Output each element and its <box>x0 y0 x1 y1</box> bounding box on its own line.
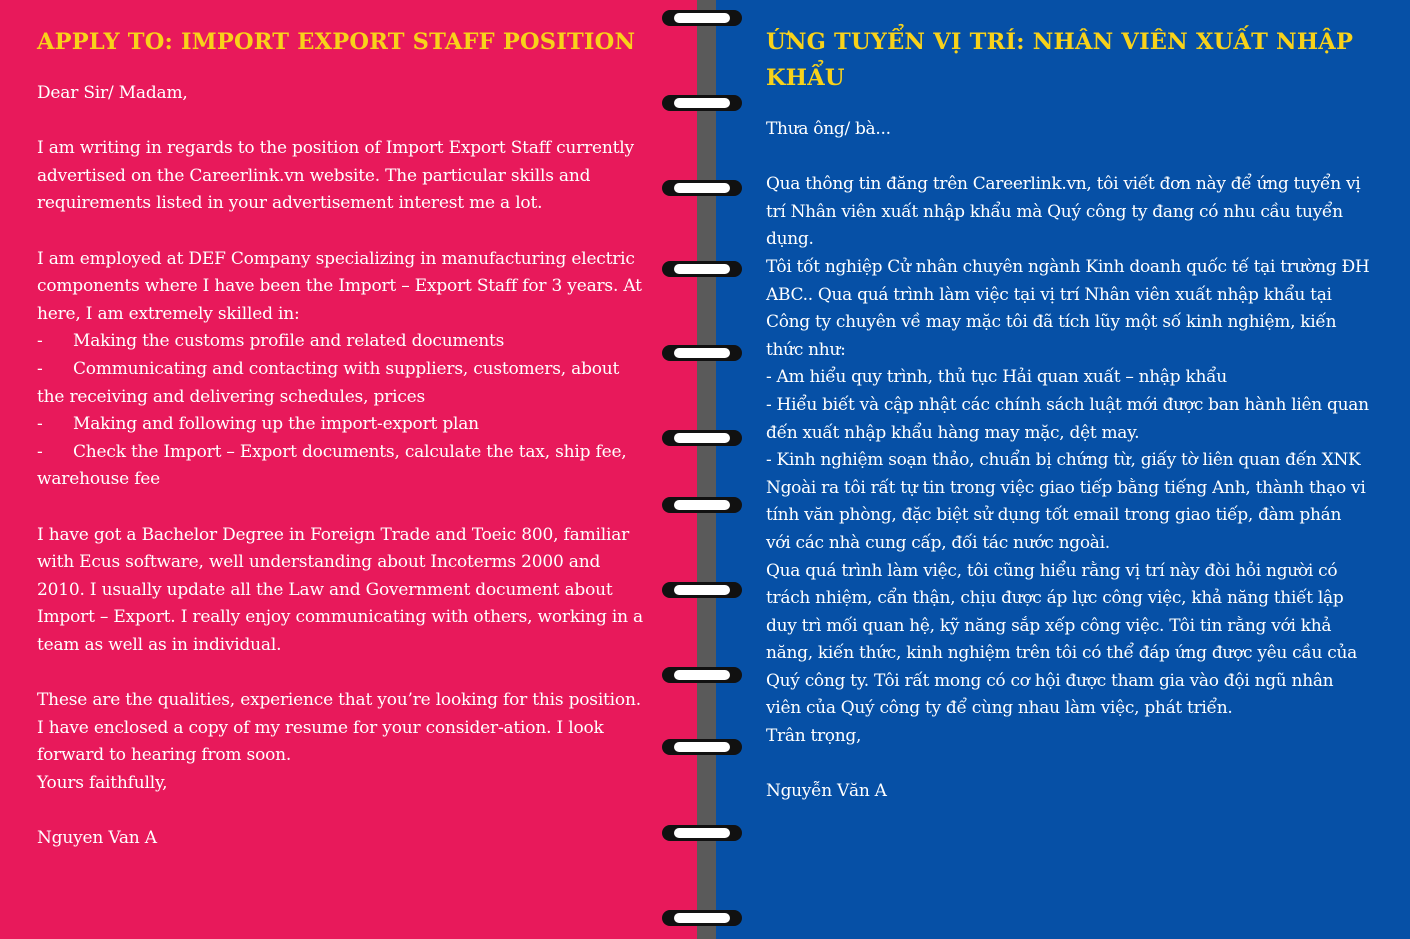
list-item <box>37 411 647 439</box>
bullet-dash: - <box>37 358 43 379</box>
binding-ring <box>660 494 744 516</box>
list-item <box>37 328 647 356</box>
vietnamese-line-2: Tôi tốt nghiệp Cử nhân chuyên ngành Kinh doanh quốc tế tại trường ĐH ABC.. Qua quá trình làm việc tại vị trí Nhân viên xuất nhập khẩu tại Công ty chuyên về may mặc tôi đã tích lũy một số kinh nghiệm, kiến thức như: <box>766 256 1370 360</box>
binding-ring <box>660 664 744 686</box>
english-closing: Yours faithfully, <box>37 772 168 793</box>
binding-ring <box>660 736 744 758</box>
vietnamese-letter-page <box>716 0 1410 939</box>
binding-ring <box>660 907 744 929</box>
vietnamese-line-7: Qua quá trình làm việc, tôi cũng hiểu rằng vị trí này đòi hỏi người có trách nhiệm, cẩn thận, chịu được áp lực công việc, khả năng thiết lập duy trì mối quan hệ, kỹ năng sắp xếp công việc. Tôi tin rằng với khả năng, kiến thức, kinh nghiệm trên tôi có thể đáp ứng được yêu cầu của Quý công ty. Tôi rất mong có cơ hội được tham gia vào đội ngũ nhân viên của Quý công ty để cùng nhau làm việc, phát triển. <box>766 560 1357 719</box>
english-letter-page <box>0 0 697 939</box>
vietnamese-line-5: - Kinh nghiệm soạn thảo, chuẩn bị chứng từ, giấy tờ liên quan đến XNK <box>766 450 1361 471</box>
english-skills-list <box>37 328 647 494</box>
binding-ring <box>660 7 744 29</box>
binding-ring <box>660 177 744 199</box>
english-letter-body <box>37 80 647 853</box>
english-paragraph-2: I am employed at DEF Company specializing in manufacturing electric components where I have been the Import – Export Staff for 3 years. At here, I am extremely skilled in: <box>37 248 642 324</box>
binding-ring <box>660 822 744 844</box>
binding-ring <box>660 92 744 114</box>
bullet-dash: - <box>37 414 43 435</box>
binding-ring <box>660 427 744 449</box>
bullet-dash: - <box>37 441 43 462</box>
english-salutation: Dear Sir/ Madam, <box>37 83 188 103</box>
binding-ring <box>660 342 744 364</box>
list-item <box>37 439 647 494</box>
binding-ring <box>660 579 744 601</box>
english-title: APPLY TO: IMPORT EXPORT STAFF POSITION <box>37 29 636 55</box>
binding-ring <box>660 258 744 280</box>
vietnamese-line-3: - Am hiểu quy trình, thủ tục Hải quan xuất – nhập khẩu <box>766 367 1227 388</box>
notebook-spine <box>697 0 716 939</box>
list-item-text: Communicating and contacting with suppliers, customers, about the receiving and delivering schedules, prices <box>37 358 620 407</box>
vietnamese-line-1: Qua thông tin đăng trên Careerlink.vn, tôi viết đơn này để ứng tuyển vị trí Nhân viên xuất nhập khẩu mà Quý công ty đang có nhu cầu tuyển dụng. <box>766 174 1361 250</box>
english-paragraph-3: I have got a Bachelor Degree in Foreign Trade and Toeic 800, familiar with Ecus software, well understanding about Incoterms 2000 and 2010. I usually update all the Law and Government document about Import – Export. I really enjoy communicating with others, working in a team as well as in individual. <box>37 524 643 655</box>
bullet-dash: - <box>37 331 43 352</box>
vietnamese-line-4: - Hiểu biết và cập nhật các chính sách luật mới được ban hành liên quan đến xuất nhập khẩu hàng may mặc, dệt may. <box>766 394 1369 443</box>
list-item-text: Check the Import – Export documents, calculate the tax, ship fee, warehouse fee <box>37 441 627 490</box>
english-paragraph-4: These are the qualities, experience that you’re looking for this position. I have enclosed a copy of my resume for your consider-ation. I look forward to hearing from soon. <box>37 690 641 766</box>
english-paragraph-1: I am writing in regards to the position of Import Export Staff currently advertised on the Careerlink.vn website. The particular skills and requirements listed in your advertisement interest me a lot. <box>37 138 634 214</box>
vietnamese-signature: Nguyễn Văn A <box>766 781 887 802</box>
english-signature: Nguyen Van A <box>37 828 157 849</box>
vietnamese-line-6: Ngoài ra tôi rất tự tin trong việc giao tiếp bằng tiếng Anh, thành thạo vi tính văn phòng, đặc biệt sử dụng tốt email trong giao tiếp, đàm phán với các nhà cung cấp, đối tác nước ngoài. <box>766 477 1366 553</box>
vietnamese-letter-body <box>766 116 1370 806</box>
vietnamese-closing: Trân trọng, <box>766 726 862 747</box>
vietnamese-salutation: Thưa ông/ bà... <box>766 119 891 139</box>
list-item <box>37 356 647 411</box>
list-item-text: Making the customs profile and related documents <box>73 331 505 352</box>
list-item-text: Making and following up the import-export plan <box>73 414 479 435</box>
vietnamese-title: ỨNG TUYỂN VỊ TRÍ: NHÂN VIÊN XUẤT NHẬP KHẨU <box>766 29 1354 91</box>
